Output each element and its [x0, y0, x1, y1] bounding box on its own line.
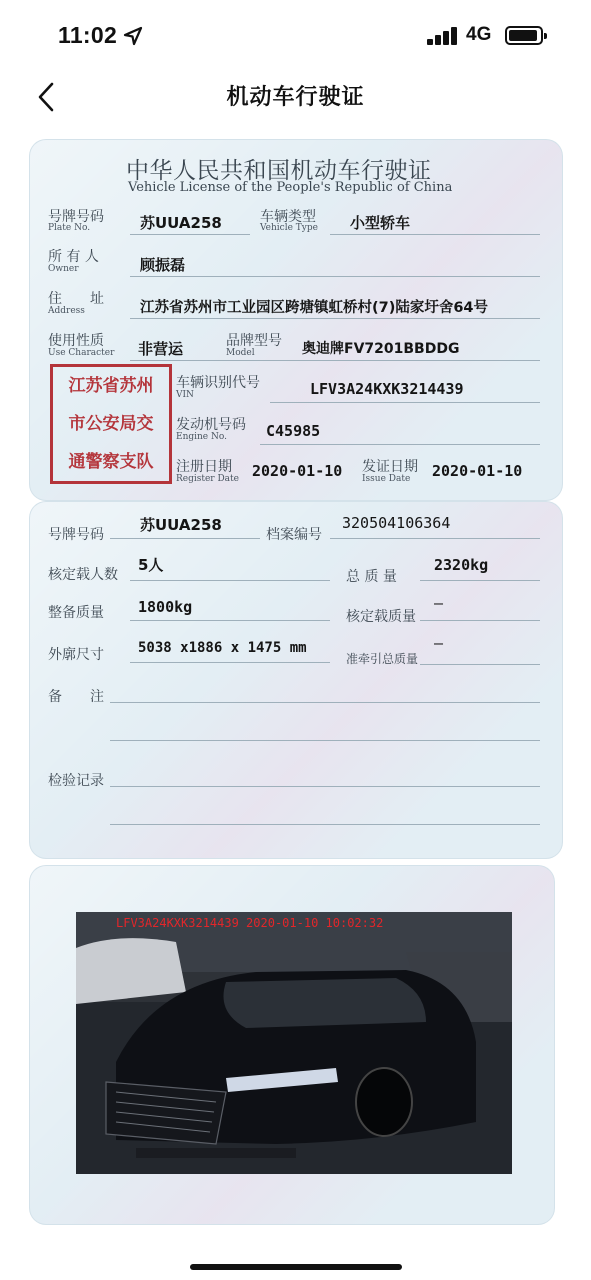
use-character-value: 非营运	[138, 340, 184, 358]
towing-mass-value: —	[434, 634, 444, 652]
license-title: 中华人民共和国机动车行驶证	[126, 158, 432, 184]
plate-label-en: Plate No.	[48, 223, 91, 233]
use-character-label-en: Use Character	[48, 348, 115, 358]
model-value: 奥迪牌FV7201BBDDG	[302, 341, 460, 357]
vin-label: 车辆识别代号	[176, 375, 260, 391]
engine-label: 发动机号码	[176, 417, 246, 433]
file-number-label: 档案编号	[266, 527, 322, 543]
towing-mass-label: 准牵引总质量	[346, 652, 419, 666]
plate-label: 号牌号码	[48, 209, 104, 225]
rated-load-label: 核定载质量	[346, 609, 416, 625]
vehicle-photo	[76, 912, 512, 1174]
owner-label-en: Owner	[48, 264, 79, 274]
home-indicator	[190, 1264, 402, 1270]
dimensions-value: 5038 x1886 x 1475 mm	[138, 640, 307, 656]
owner-label: 所 有 人	[48, 249, 99, 265]
inspection-record-label: 检验记录	[48, 773, 104, 789]
use-character-label: 使用性质	[48, 333, 104, 349]
register-date-label-en: Register Date	[176, 474, 239, 484]
engine-value: C45985	[266, 422, 321, 440]
seats-label: 核定载人数	[48, 567, 118, 583]
plate-value: 苏UUA258	[140, 214, 222, 232]
stamp-line: 江苏省苏州	[68, 376, 154, 396]
remarks-label: 备 注	[48, 689, 104, 705]
model-label-en: Model	[226, 348, 255, 358]
dimensions-label: 外廓尺寸	[48, 647, 104, 663]
curb-weight-value: 1800kg	[138, 598, 193, 616]
issue-date-label-en: Issue Date	[362, 474, 411, 484]
file-number-value: 320504106364	[342, 514, 451, 532]
address-label-en: Address	[48, 306, 85, 316]
address-value: 江苏省苏州市工业园区跨塘镇虹桥村(7)陆家圩舍64号	[140, 300, 489, 316]
battery-icon	[505, 26, 543, 45]
signal-icon	[427, 27, 459, 45]
issue-date-label: 发证日期	[362, 459, 418, 475]
license-main-page	[30, 140, 562, 500]
page-title: 机动车行驶证	[226, 85, 365, 110]
rated-load-value: —	[434, 594, 444, 612]
car-illustration	[76, 912, 512, 1174]
vehicle-photo-page	[30, 866, 554, 1224]
total-mass-value: 2320kg	[434, 556, 489, 574]
stamp-line: 通警察支队	[68, 452, 154, 472]
network-label: 4G	[466, 24, 492, 45]
register-date-value: 2020-01-10	[252, 462, 343, 480]
status-bar	[0, 0, 591, 70]
issue-date-value: 2020-01-10	[432, 462, 523, 480]
status-time: 11:02	[58, 22, 118, 48]
vin-label-en: VIN	[176, 390, 194, 400]
address-label: 住 址	[48, 291, 104, 307]
stamp-line: 市公安局交	[68, 414, 154, 434]
owner-value: 顾振磊	[140, 256, 186, 274]
curb-weight-label: 整备质量	[48, 605, 104, 621]
photo-caption: LFV3A24KXK3214439 2020-01-10 10:02:32	[116, 916, 384, 930]
police-seal-stamp	[50, 364, 172, 484]
seats-value: 5人	[138, 556, 164, 574]
vehicle-type-label: 车辆类型	[260, 209, 316, 225]
engine-label-en: Engine No.	[176, 432, 227, 442]
vehicle-type-label-en: Vehicle Type	[260, 223, 318, 233]
total-mass-label: 总 质 量	[346, 569, 397, 585]
register-date-label: 注册日期	[176, 459, 232, 475]
license-title-en: Vehicle License of the People's Republic of China	[128, 180, 453, 195]
license-secondary-page	[30, 502, 562, 858]
plate-label-2: 号牌号码	[48, 527, 104, 543]
model-label: 品牌型号	[226, 333, 282, 349]
plate-value-2: 苏UUA258	[140, 516, 222, 534]
vehicle-type-value: 小型轿车	[350, 214, 411, 232]
vin-value: LFV3A24KXK3214439	[310, 380, 464, 398]
location-arrow-icon	[122, 25, 144, 47]
